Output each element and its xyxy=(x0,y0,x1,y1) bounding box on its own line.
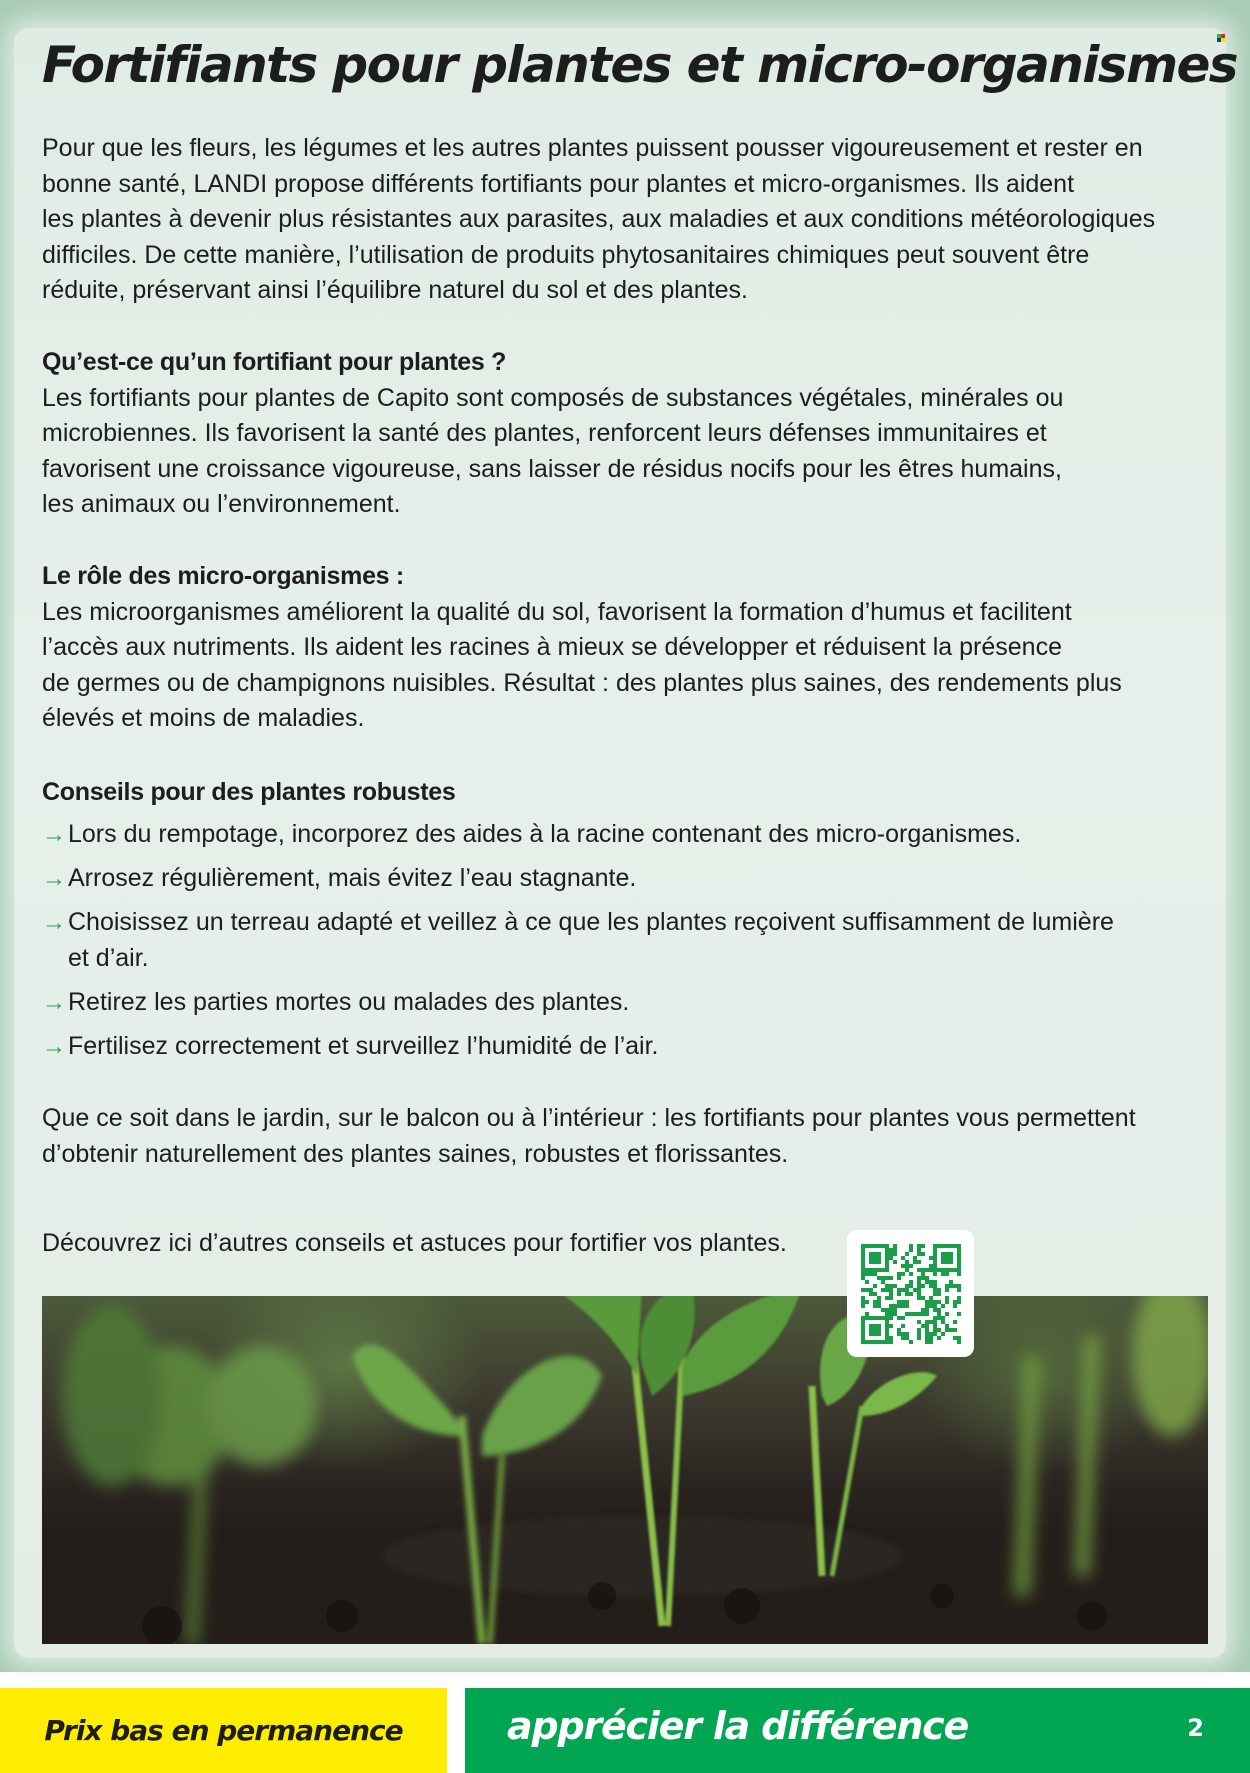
tip-item xyxy=(42,817,1114,853)
qr-prompt-paragraph xyxy=(42,1226,787,1262)
section-line: l’accès aux nutriments. Ils aident les racines à mieux se développer et réduisent la présence xyxy=(42,633,1062,662)
arrow-right-icon: → xyxy=(42,864,66,892)
tips-heading: Conseils pour des plantes robustes xyxy=(42,778,456,806)
section-line: favorisent une croissance vigoureuse, sans laisser de résidus nocifs pour les êtres humains, xyxy=(42,454,1062,483)
qr-prompt-text: Découvrez ici d’autres conseils et astuces pour fortifier vos plantes. xyxy=(42,1229,787,1257)
conclusion-line: d’obtenir naturellement des plantes saines, robustes et florissantes. xyxy=(42,1139,789,1168)
intro-line: les plantes à devenir plus résistantes aux parasites, aux maladies et aux conditions météorologiques xyxy=(42,205,1156,234)
tip-text: Fertilisez correctement et surveillez l’humidité de l’air. xyxy=(68,1031,659,1060)
footer-slogan: apprécier la différence xyxy=(507,1704,969,1748)
intro-line: bonne santé, LANDI propose différents fortifiants pour plantes et micro-organismes. Ils aident xyxy=(42,169,1075,198)
arrow-right-icon: → xyxy=(42,820,66,848)
intro-line: difficiles. De cette manière, l’utilisation de produits phytosanitaires chimiques peut souvent être xyxy=(42,240,1090,269)
page-number: 2 xyxy=(1187,1714,1204,1742)
intro-paragraph xyxy=(42,131,1155,309)
section-line: Les fortifiants pour plantes de Capito sont composés de substances végétales, minérales ou xyxy=(42,383,1064,412)
section-heading: Le rôle des micro-organismes : xyxy=(42,562,404,590)
qr-code-icon[interactable] xyxy=(861,1244,961,1344)
conclusion-line: Que ce soit dans le jardin, sur le balcon ou à l’intérieur : les fortifiants pour plantes vous permettent xyxy=(42,1104,1136,1132)
tip-text: Arrosez régulièrement, mais évitez l’eau stagnante. xyxy=(68,863,637,892)
section-fortifiant xyxy=(42,345,1063,523)
footer-tagline: Prix bas en permanence xyxy=(44,1714,403,1747)
section-heading: Qu’est-ce qu’un fortifiant pour plantes ? xyxy=(42,348,507,376)
footer-tagline-bar xyxy=(0,1688,447,1773)
seedlings-in-soil-icon xyxy=(42,1296,1208,1644)
tip-item xyxy=(42,985,1114,1021)
section-line: Les microorganismes améliorent la qualité du sol, favorisent la formation d’humus et facilitent xyxy=(42,597,1072,626)
tip-text: Choisissez un terreau adapté et veillez à ce que les plantes reçoivent suffisamment de lumière xyxy=(68,907,1114,936)
section-micro-organismes xyxy=(42,559,1122,737)
tip-item xyxy=(42,861,1114,897)
section-line: les animaux ou l’environnement. xyxy=(42,490,401,519)
section-line: élevés et moins de maladies. xyxy=(42,704,365,733)
arrow-right-icon: → xyxy=(42,1032,66,1060)
footer-slogan-bar xyxy=(465,1688,1250,1773)
tip-text: Lors du rempotage, incorporez des aides à la racine contenant des micro-organismes. xyxy=(68,819,1022,848)
arrow-right-icon: → xyxy=(42,988,66,1016)
tip-item xyxy=(42,905,1114,976)
intro-line: Pour que les fleurs, les légumes et les autres plantes puissent pousser vigoureusement et rester en xyxy=(42,134,1143,162)
tip-text: et d’air. xyxy=(68,943,149,972)
qr-code[interactable] xyxy=(847,1230,974,1357)
section-line: de germes ou de champignons nuisibles. Résultat : des plantes plus saines, des rendements plus xyxy=(42,668,1122,697)
section-line: microbiennes. Ils favorisent la santé des plantes, renforcent leurs défenses immunitaires et xyxy=(42,419,1047,448)
page-title: Fortifiants pour plantes et micro-organismes xyxy=(42,36,1237,94)
tip-text: Retirez les parties mortes ou malades des plantes. xyxy=(68,987,630,1016)
tips-section xyxy=(42,775,1114,1073)
tip-item xyxy=(42,1029,1114,1065)
arrow-right-icon: → xyxy=(42,908,66,936)
seedlings-photo xyxy=(42,1296,1208,1644)
intro-line: réduite, préservant ainsi l’équilibre naturel du sol et des plantes. xyxy=(42,276,748,305)
conclusion-paragraph xyxy=(42,1101,1136,1172)
